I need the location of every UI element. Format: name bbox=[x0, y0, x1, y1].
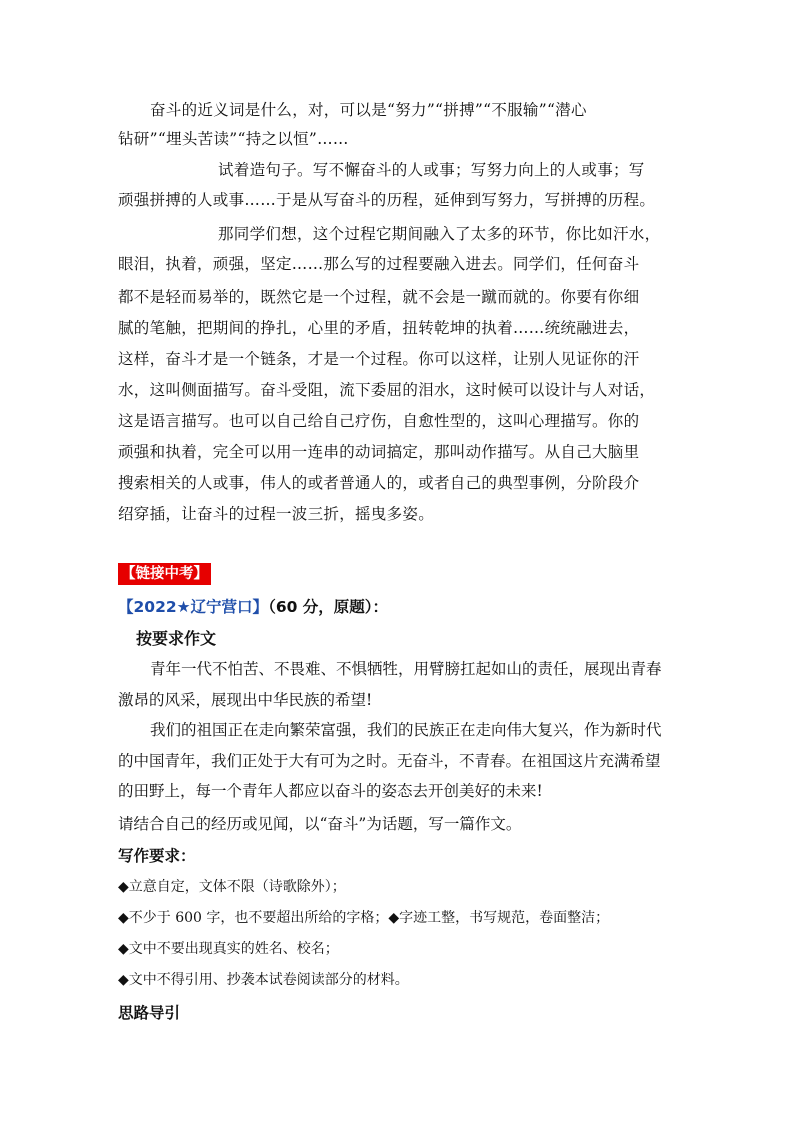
prompt-line: 的田野上，每一个青年人都应以奋斗的姿态去开创美好的未来! bbox=[118, 782, 543, 800]
guide-title: 思路导引 bbox=[118, 1004, 181, 1022]
prompt-line: 请结合自己的经历或见闻，以“奋斗”为话题，写一篇作文。 bbox=[118, 815, 522, 833]
paragraph-line: 搜索相关的人或事，伟人的或者普通人的，或者自己的典型事例，分阶段介 bbox=[118, 474, 640, 492]
star-icon: ★ bbox=[176, 598, 191, 616]
paragraph-line: 都不是轻而易举的，既然它是一个过程，就不会是一蹴而就的。你要有你细 bbox=[118, 288, 640, 306]
source-place: 辽宁营口】 bbox=[190, 598, 269, 616]
source-suffix: （60 分，原题）： bbox=[268, 598, 389, 616]
paragraph-line: 顽强和执着，完全可以用一连串的动词搞定，那叫动作描写。从自己大脑里 bbox=[118, 443, 640, 461]
requirement-item: ◆立意自定，文体不限（诗歌除外）； bbox=[118, 879, 346, 895]
paragraph-line: 试着造句子。写不懈奋斗的人或事；写努力向上的人或事；写 bbox=[218, 161, 645, 179]
section-tag: 【链接中考】 bbox=[118, 563, 211, 585]
paragraph-line: 眼泪，执着，顽强，坚定……那么写的过程要融入进去。同学们，任何奋斗 bbox=[118, 255, 640, 273]
requirement-item: ◆文中不要出现真实的姓名、校名； bbox=[118, 941, 339, 957]
source-prefix: 【2022 bbox=[118, 598, 177, 616]
paragraph-line: 顽强拼搏的人或事……于是从写奋斗的历程，延伸到写努力，写拼搏的历程。 bbox=[118, 191, 656, 209]
paragraph-line: 腻的笔触，把期间的挣扎，心里的矛盾，扭转乾坤的执着……统统融进去， bbox=[118, 319, 640, 337]
prompt-line: 激昂的风采，展现出中华民族的希望! bbox=[118, 691, 373, 709]
exam-source bbox=[118, 595, 388, 617]
paragraph-line: 绍穿插，让奋斗的过程一波三折，摇曳多姿。 bbox=[118, 505, 435, 523]
paragraph-line: 奋斗的近义词是什么，对，可以是“努力”“拼搏”“不服输”“潜心 bbox=[150, 101, 587, 119]
task-title: 按要求作文 bbox=[136, 629, 217, 648]
requirement-item: ◆不少于 600 字，也不要超出所给的字格；◆字迹工整，书写规范，卷面整洁； bbox=[118, 910, 610, 926]
paragraph-line: 这样，奋斗才是一个链条，才是一个过程。你可以这样，让别人见证你的汗 bbox=[118, 350, 640, 368]
paragraph-line: 钻研”“埋头苦读”“持之以恒”…… bbox=[118, 130, 349, 148]
prompt-line: 的中国青年，我们正处于大有可为之时。无奋斗，不青春。在祖国这片充满希望 bbox=[118, 752, 661, 770]
paragraph-line: 这是语言描写。也可以自己给自己疗伤，自愈性型的，这叫心理描写。你的 bbox=[118, 412, 640, 430]
prompt-line: 青年一代不怕苦、不畏难、不惧牺牲，用臂膀扛起如山的责任，展现出青春 bbox=[150, 660, 662, 678]
prompt-line: 我们的祖国正在走向繁荣富强，我们的民族正在走向伟大复兴，作为新时代 bbox=[150, 721, 662, 739]
paragraph-line: 那同学们想，这个过程它期间融入了太多的环节，你比如汗水， bbox=[218, 225, 661, 243]
requirements-title: 写作要求： bbox=[118, 847, 196, 865]
requirement-item: ◆文中不得引用、抄袭本试卷阅读部分的材料。 bbox=[118, 972, 409, 988]
paragraph-line: 水，这叫侧面描写。奋斗受阻，流下委屈的泪水，这时候可以设计与人对话， bbox=[118, 381, 656, 399]
